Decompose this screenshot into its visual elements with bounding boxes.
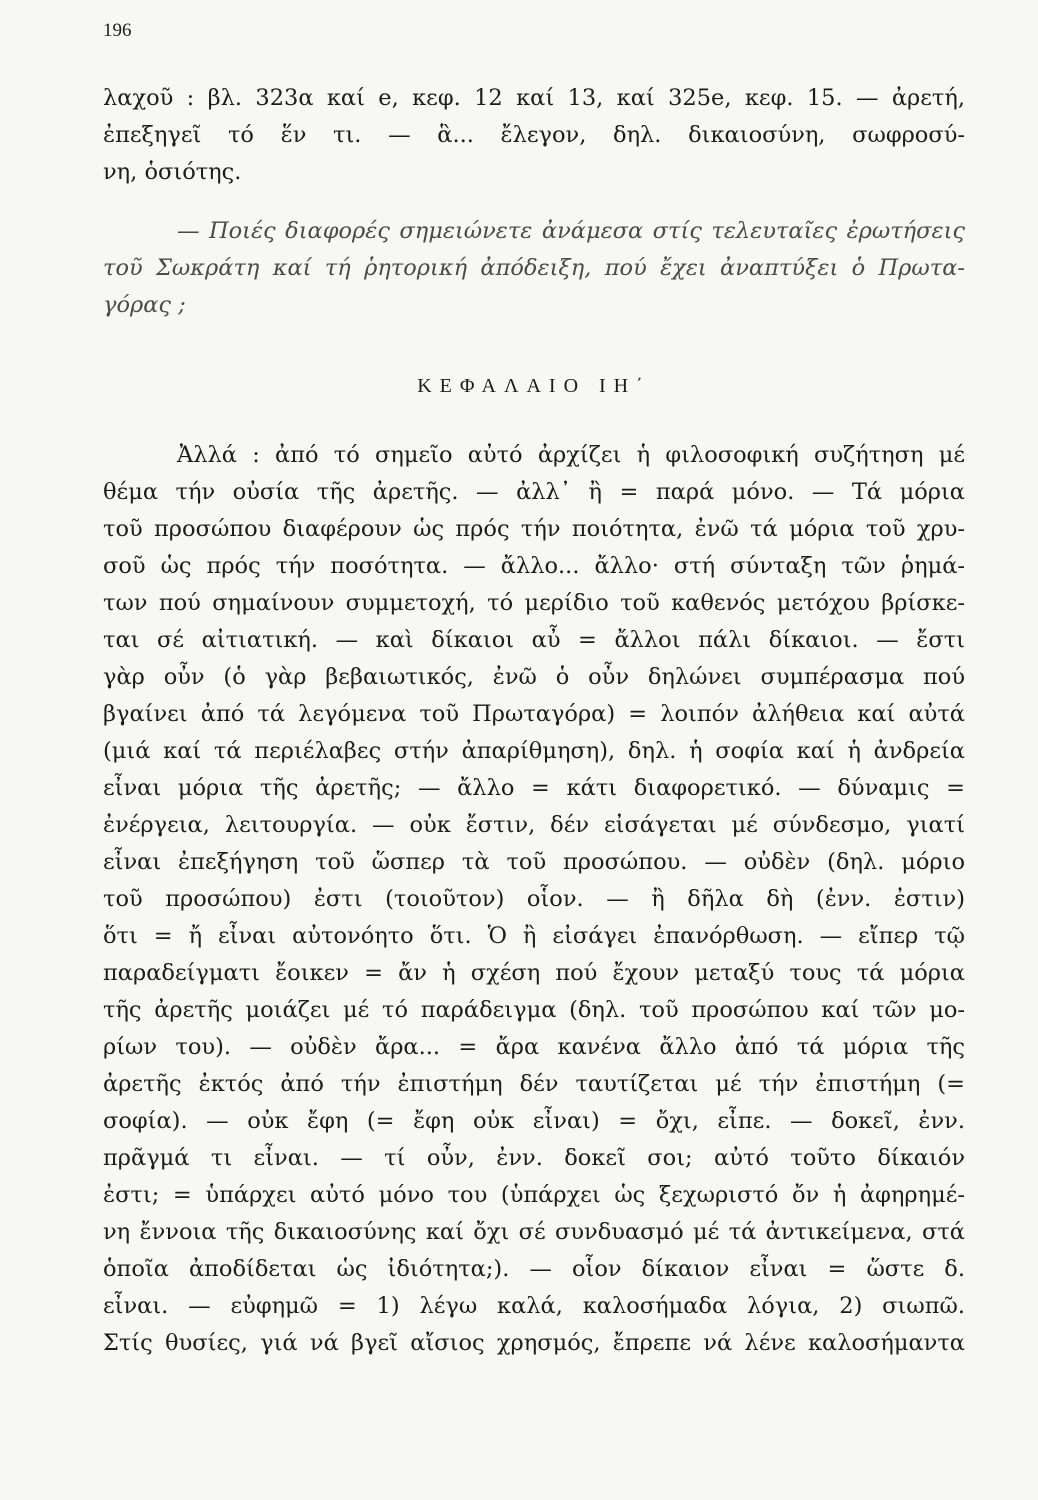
- question-line: γόρας ;: [103, 292, 186, 318]
- text-line: εἶναι ἐπεξήγηση τοῦ ὥσπερ τὰ τοῦ προσώπου. — οὐδὲν (δηλ. μόριο: [103, 849, 965, 875]
- text-line: τοῦ προσώπου διαφέρουν ὡς πρός τήν ποιότητα, ἐνῶ τά μόρια τοῦ χρυ-: [103, 516, 965, 542]
- text-line: θέμα τήν οὐσία τῆς ἀρετῆς. — ἀλλ᾽ ἢ = παρά μόνο. — Τά μόρια: [103, 479, 965, 505]
- text-line: ὅτι = ἤ εἶναι αὐτονόητο ὅτι. Ὁ ἢ εἰσάγει ἐπανόρθωση. — εἴπερ τῷ: [103, 923, 965, 949]
- page-body: [103, 80, 965, 1362]
- question-line: — Ποιές διαφορές σημειώνετε ἀνάμεσα στίς τελευταῖες ἐρωτήσεις: [177, 218, 965, 244]
- text-line: ἀρετῆς ἐκτός ἀπό τήν ἐπιστήμη δέν ταυτίζεται μέ τήν ἐπιστήμη (=: [103, 1071, 965, 1097]
- text-line: γὰρ οὖν (ὁ γὰρ βεβαιωτικός, ἐνῶ ὁ οὖν δηλώνει συμπέρασμα πού: [103, 664, 965, 690]
- text-line: εἶναι μόρια τῆς ἀρετῆς; — ἄλλο = κάτι διαφορετικό. — δύναμις =: [103, 775, 965, 801]
- text-line: τοῦ προσώπου) ἐστι (τοιοῦτον) οἷον. — ἢ δῆλα δὴ (ἐνν. ἐστιν): [103, 886, 965, 912]
- text-line: ρίων του). — οὐδὲν ἄρα... = ἄρα κανένα ἄλλο ἀπό τά μόρια τῆς: [103, 1034, 965, 1060]
- text-line: σοῦ ὡς πρός τήν ποσότητα. — ἄλλο... ἄλλο· στή σύνταξη τῶν ῥημά-: [103, 553, 965, 579]
- text-line: εἶναι. — εὐφημῶ = 1) λέγω καλά, καλοσήμαδα λόγια, 2) σιωπῶ.: [103, 1293, 965, 1319]
- text-line: νη ἔννοια τῆς δικαιοσύνης καί ὄχι σέ συνδυασμό μέ τά ἀντικείμενα, στά: [103, 1219, 965, 1245]
- text-line: νη, ὁσιότης.: [103, 159, 242, 185]
- text-line: (μιά καί τά περιέλαβες στήν ἀπαρίθμηση), δηλ. ἡ σοφία καί ἡ ἀνδρεία: [103, 738, 965, 764]
- study-question: [103, 213, 965, 324]
- text-line: βγαίνει ἀπό τά λεγόμενα τοῦ Πρωταγόρα) = λοιπόν ἀλήθεια καί αὐτά: [103, 701, 965, 727]
- question-line: τοῦ Σωκράτη καί τή ῥητορική ἀπόδειξη, πού ἔχει ἀναπτύξει ὁ Πρωτα-: [103, 255, 965, 281]
- chapter-heading: ΚΕΦΑΛΑΙΟ ΙΗ΄: [417, 375, 651, 397]
- text-line: ἐστι; = ὑπάρχει αὐτό μόνο του (ὑπάρχει ὡς ξεχωριστό ὄν ἡ ἀφηρημέ-: [103, 1182, 965, 1208]
- text-line: ται σέ αἰτιατική. — καὶ δίκαιοι αὖ = ἄλλοι πάλι δίκαιοι. — ἔστι: [103, 627, 965, 653]
- text-line: ἐπεξηγεῖ τό ἕν τι. — ἃ... ἔλεγον, δηλ. δικαιοσύνη, σωφροσύ-: [103, 122, 965, 148]
- text-line: τῆς ἀρετῆς μοιάζει μέ τό παράδειγμα (δηλ. τοῦ προσώπου καί τῶν μο-: [103, 997, 965, 1023]
- text-line: παραδείγματι ἔοικεν = ἄν ἡ σχέση πού ἔχουν μεταξύ τους τά μόρια: [103, 960, 965, 986]
- text-line: Στίς θυσίες, γιά νά βγεῖ αἴσιος χρησμός, ἔπρεπε νά λένε καλοσήμαντα: [103, 1330, 965, 1356]
- text-line: ὁποῖα ἀποδίδεται ὡς ἰδιότητα;). — οἷον δίκαιον εἶναι = ὥστε δ.: [103, 1256, 965, 1282]
- text-line: πρᾶγμά τι εἶναι. — τί οὖν, ἐνν. δοκεῖ σοι; αὐτό τοῦτο δίκαιόν: [103, 1145, 965, 1171]
- text-line: λαχοῦ : βλ. 323α καί e, κεφ. 12 καί 13, καί 325e, κεφ. 15. — ἀρετή,: [103, 85, 965, 111]
- text-line: ἐνέργεια, λειτουργία. — οὐκ ἔστιν, δέν εἰσάγεται μέ σύνδεσμο, γιατί: [103, 812, 965, 838]
- page-number: 196: [103, 20, 132, 41]
- text-line: σοφία). — οὐκ ἔφη (= ἔφη οὐκ εἶναι) = ὄχι, εἶπε. — δοκεῖ, ἐνν.: [103, 1108, 965, 1134]
- text-line: των πού σημαίνουν συμμετοχή, τό μερίδιο τοῦ καθενός μετόχου βρίσκε-: [103, 590, 965, 616]
- text-line: Ἀλλά : ἀπό τό σημεῖο αὐτό ἀρχίζει ἡ φιλοσοφική συζήτηση μέ: [177, 442, 965, 468]
